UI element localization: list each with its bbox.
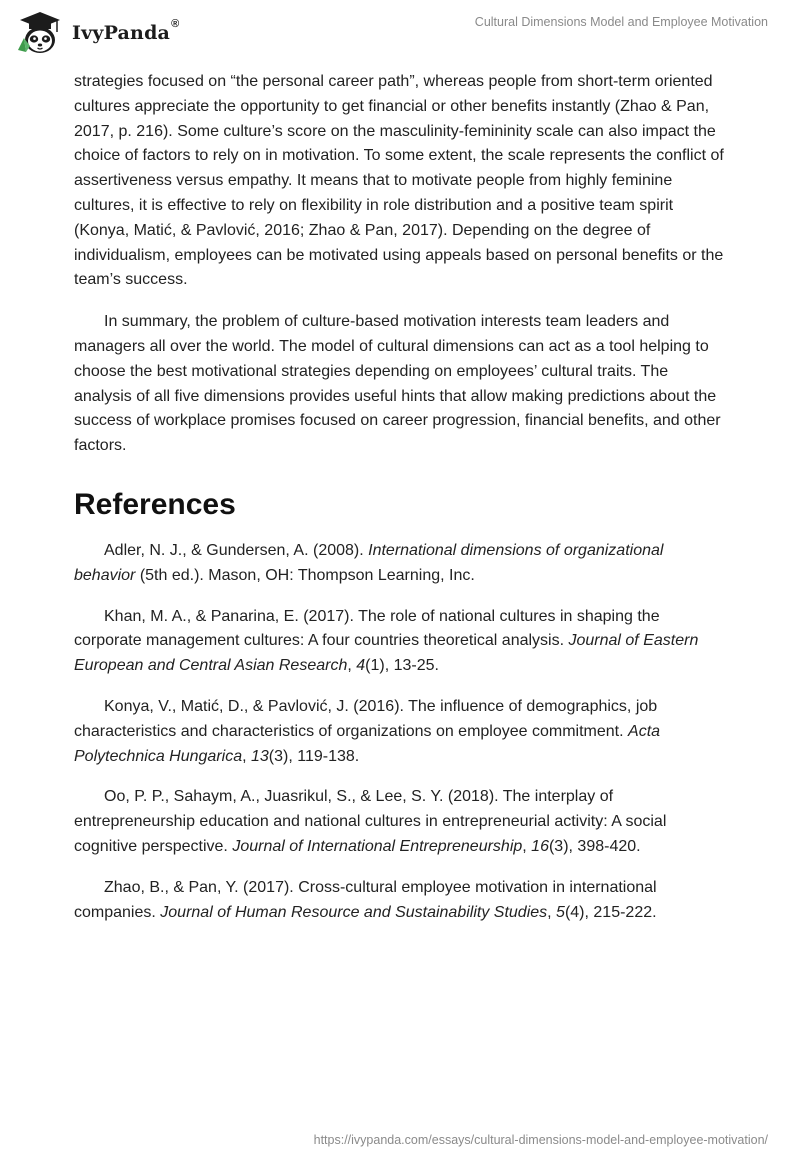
reference-item: Khan, M. A., & Panarina, E. (2017). The role of national cultures in shaping the corporate management cultures: A four countries theoretical analysis. Journal of Eastern European and Central Asian Research, 4(1), 13-25. [74,607,699,675]
reference-title: International dimensions of organizational behavior [74,541,664,584]
reference-item: Zhao, B., & Pan, Y. (2017). Cross-cultural employee motivation in international companies. Journal of Human Resource and Sustainability Studies, 5(4), 215-222. [74,878,657,921]
reference-journal: Journal of International Entrepreneurship [232,837,523,855]
reference-volume: 13 [250,747,269,765]
document-title: Cultural Dimensions Model and Employee Motivation [474,15,768,29]
reference-journal: Acta Polytechnica Hungarica [74,722,661,765]
registered-mark: ® [171,18,180,30]
reference-volume: 4 [356,657,366,675]
reference-item: Oo, P. P., Sahaym, A., Juasrikul, S., & Lee, S. Y. (2018). The interplay of entrepreneurship education and national cultures in entrepreneurial activity: A social cognitive perspective. Journal of International Entrepreneurship, 16(3), 398-420. [74,788,667,855]
ivypanda-logo[interactable] [14,10,179,56]
body-paragraph-summary: In summary, the problem of culture-based motivation interests team leaders and managers all over the world. The model of cultural dimensions can act as a tool helping to choose the best motivational strategies depending on employees’ cultural traits. The analysis of all five dimensions provides useful hints that allow making predictions about the success of workplace promises focused on career progression, financial benefits, and other factors. [74,313,721,455]
reference-item: Adler, N. J., & Gundersen, A. (2008). International dimensions of organizational behavior (5th ed.). Mason, OH: Thompson Learning, Inc. [74,541,664,584]
reference-volume: 5 [556,903,565,921]
reference-item: Konya, V., Matić, D., & Pavlović, J. (2016). The influence of demographics, job characteristics and characteristics of organizations on employee commitment. Acta Polytechnica Hungarica, 13(3), 119-138. [74,697,661,765]
body-paragraph-continued: strategies focused on “the personal career path”, whereas people from short-term oriented cultures appreciate the opportunity to get financial or other benefits instantly (Zhao & Pan, 2017, p. 216). Some culture’s score on the masculinity-femininity scale can also impact the choice of factors to rely on in motivation. To some extent, the scale represents the conflict of assertiveness versus empathy. It means that to motivate people from highly feminine cultures, it is effective to rely on flexibility in role distribution and a positive team spirit (Konya, Matić, & Pavlović, 2016; Zhao & Pan, 2017). Depending on the degree of individualism, employees can be motivated using appeals based on personal benefits or the team’s success. [74,73,724,289]
reference-journal: Journal of Eastern European and Central Asian Research [74,632,699,675]
logo-text: IvyPanda® [72,18,180,44]
reference-journal: Journal of Human Resource and Sustainability Studies [160,903,548,921]
page-header [0,0,800,64]
source-url-link[interactable]: https://ivypanda.com/essays/cultural-dimensions-model-and-employee-motivation/ [313,1133,768,1147]
references-list [74,539,724,925]
reference-volume: 16 [531,837,549,855]
references-heading: References [74,487,236,521]
panda-graduate-icon [14,10,66,56]
essay-content [74,70,724,925]
